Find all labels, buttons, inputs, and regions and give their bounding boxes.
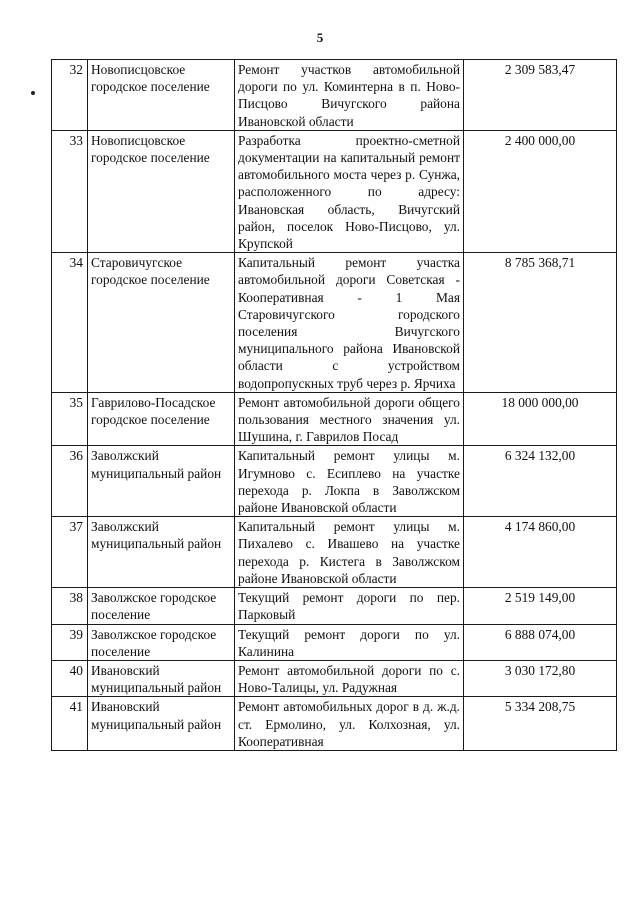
- amount-cell: 4 174 860,00: [464, 517, 617, 588]
- description-cell: Капитальный ремонт участка автомобильной дороги Советская - Кооперативная - 1 Мая Старовичугского городского поселения Вичугского муниципального района Ивановской области с устройством водопропускных труб через р. Ярчиха: [235, 253, 464, 393]
- description-cell: Ремонт автомобильной дороги общего пользования местного значения ул. Шушина, г. Гаврилов Посад: [235, 392, 464, 446]
- description-cell: Капитальный ремонт улицы м. Пихалево с. Ивашево на участке перехода р. Кистега в Заволжском районе Ивановской области: [235, 517, 464, 588]
- amount-cell: 18 000 000,00: [464, 392, 617, 446]
- row-number: 32: [52, 60, 88, 131]
- table-row: [52, 392, 617, 446]
- table-row: [52, 624, 617, 660]
- row-number: 34: [52, 253, 88, 393]
- amount-cell: 6 324 132,00: [464, 446, 617, 517]
- row-number: 38: [52, 588, 88, 624]
- table-row: [52, 588, 617, 624]
- row-number: 41: [52, 697, 88, 751]
- table-row: [52, 446, 617, 517]
- table-row: [52, 253, 617, 393]
- scan-mark: [31, 91, 35, 95]
- amount-cell: 5 334 208,75: [464, 697, 617, 751]
- row-number: 37: [52, 517, 88, 588]
- description-cell: Ремонт автомобильной дороги по с. Ново-Талицы, ул. Радужная: [235, 660, 464, 696]
- table-row: [52, 60, 617, 131]
- row-number: 36: [52, 446, 88, 517]
- municipality-cell: Старовичугское городское поселение: [88, 253, 235, 393]
- amount-cell: 6 888 074,00: [464, 624, 617, 660]
- amount-cell: 2 400 000,00: [464, 130, 617, 252]
- amount-cell: 3 030 172,80: [464, 660, 617, 696]
- page-number: 5: [316, 30, 324, 45]
- row-number: 40: [52, 660, 88, 696]
- municipality-cell: Ивановский муниципальный район: [88, 697, 235, 751]
- municipality-cell: Ивановский муниципальный район: [88, 660, 235, 696]
- data-table: [51, 59, 617, 751]
- row-number: 39: [52, 624, 88, 660]
- table-row: [52, 660, 617, 696]
- municipality-cell: Новописцовское городское поселение: [88, 60, 235, 131]
- description-cell: Капитальный ремонт улицы м. Игумново с. Есиплево на участке перехода р. Локпа в Заволжском районе Ивановской области: [235, 446, 464, 517]
- municipality-cell: Заволжское городское поселение: [88, 624, 235, 660]
- amount-cell: 2 309 583,47: [464, 60, 617, 131]
- amount-cell: 8 785 368,71: [464, 253, 617, 393]
- row-number: 35: [52, 392, 88, 446]
- row-number: 33: [52, 130, 88, 252]
- description-cell: Ремонт автомобильных дорог в д. ж.д. ст. Ермолино, ул. Колхозная, ул. Кооперативная: [235, 697, 464, 751]
- description-cell: Ремонт участков автомобильной дороги по ул. Коминтерна в п. Ново-Писцово Вичугского района Ивановской области: [235, 60, 464, 131]
- municipality-cell: Заволжский муниципальный район: [88, 446, 235, 517]
- table-row: [52, 697, 617, 751]
- table-row: [52, 130, 617, 252]
- description-cell: Текущий ремонт дороги по пер. Парковый: [235, 588, 464, 624]
- description-cell: Текущий ремонт дороги по ул. Калинина: [235, 624, 464, 660]
- municipality-cell: Новописцовское городское поселение: [88, 130, 235, 252]
- amount-cell: 2 519 149,00: [464, 588, 617, 624]
- table-row: [52, 517, 617, 588]
- municipality-cell: Заволжское городское поселение: [88, 588, 235, 624]
- municipality-cell: Гаврилово-Посадское городское поселение: [88, 392, 235, 446]
- description-cell: Разработка проектно-сметной документации на капитальный ремонт автомобильного моста через р. Сунжа, расположенного по адресу: Ивановская область, Вичугский район, поселок Ново-Писцово, ул. Крупской: [235, 130, 464, 252]
- municipality-cell: Заволжский муниципальный район: [88, 517, 235, 588]
